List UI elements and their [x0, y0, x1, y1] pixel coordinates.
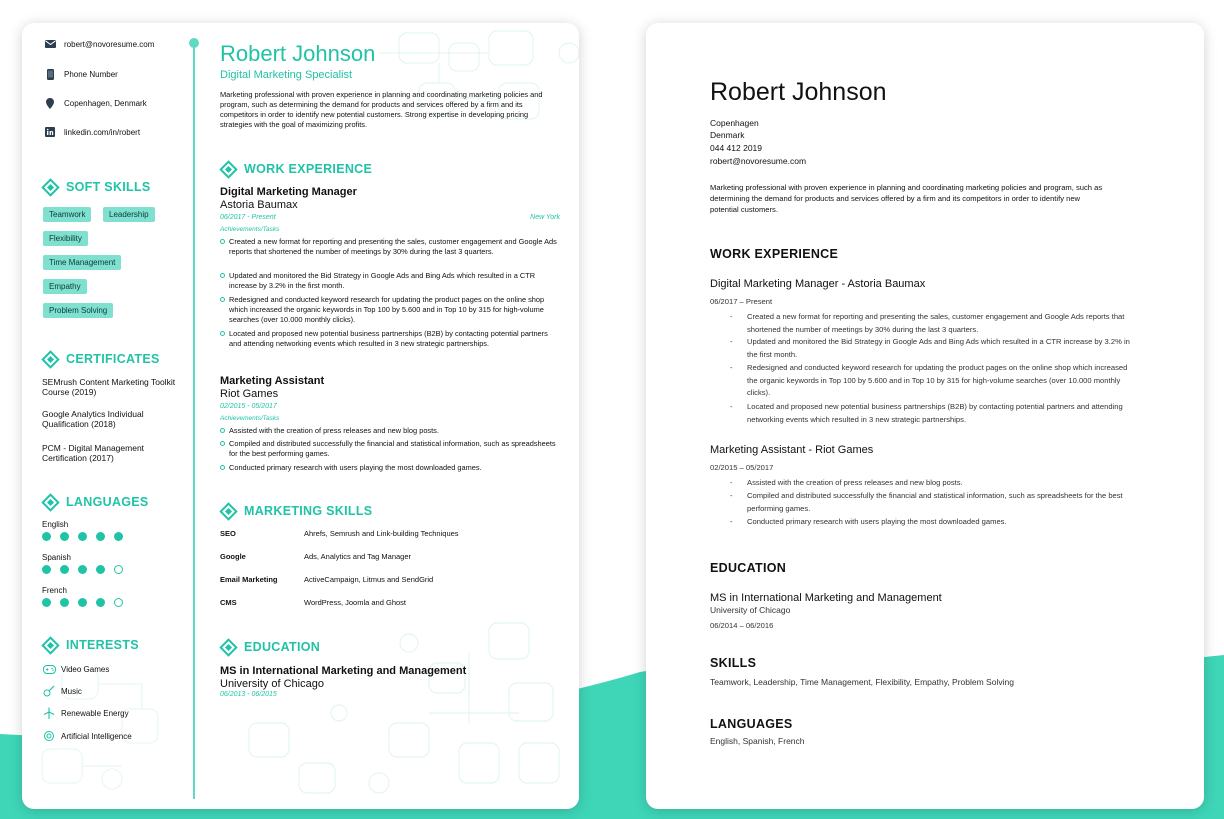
- level-dot-empty: [114, 565, 123, 574]
- achievements-label: Achievements/Tasks: [220, 415, 280, 422]
- language-level-dots: [42, 565, 132, 574]
- job-bullet: Compiled and distributed successfully the financial and statistical information, such as spreadsheets for the best performing games.: [220, 439, 560, 459]
- job-bullet: Conducted primary research with users playing the most downloaded games.: [220, 463, 560, 473]
- level-dot-filled: [42, 598, 51, 607]
- candidate-name: Robert Johnson: [710, 78, 887, 106]
- contact-phone: 044 412 2019: [710, 143, 762, 153]
- timeline-divider: [193, 39, 195, 799]
- location-pin-icon: [44, 97, 56, 109]
- education-date: 06/2014 – 06/2016: [710, 621, 774, 630]
- guitar-icon: [42, 685, 56, 697]
- interest-item: Artificial Intelligence: [42, 730, 132, 742]
- job-title: Marketing Assistant - Riot Games: [710, 444, 874, 456]
- job-bullet: Assisted with the creation of press releases and new blog posts.: [220, 426, 560, 436]
- job-date: 06/2017 – Present: [710, 297, 773, 306]
- contact-country: Denmark: [710, 130, 745, 140]
- education-degree: MS in International Marketing and Management: [710, 592, 942, 604]
- job-bullet: Created a new format for reporting and presenting the sales, customer engagement and Google Ads reports that shortened the number of meetings by 30% during the last 3 quarters.: [220, 237, 560, 257]
- interests-heading: INTERESTS: [42, 638, 139, 652]
- diamond-icon: [41, 493, 59, 511]
- dash-icon: -: [730, 491, 733, 500]
- ai-chip-icon: [42, 730, 56, 742]
- level-dot-filled: [114, 532, 123, 541]
- classic-resume-page: [646, 23, 1204, 809]
- language-level-dots: [42, 532, 132, 541]
- work-experience-heading: WORK EXPERIENCE: [220, 162, 372, 176]
- dash-icon: -: [730, 517, 733, 526]
- job-date: 02/2015 - 05/2017: [220, 403, 277, 410]
- level-dot-filled: [60, 565, 69, 574]
- language-name: French: [42, 586, 67, 595]
- language-level-dots: [42, 598, 132, 607]
- wind-turbine-icon: [42, 707, 56, 719]
- candidate-title: Digital Marketing Specialist: [220, 69, 353, 81]
- bullet-icon: [220, 273, 225, 278]
- marketing-skills-heading: MARKETING SKILLS: [220, 504, 372, 518]
- contact-location: Copenhagen, Denmark: [44, 97, 147, 109]
- bullet-icon: [220, 428, 225, 433]
- skill-tag: Flexibility: [43, 231, 88, 246]
- skill-tag: Leadership: [103, 207, 155, 222]
- dash-icon: -: [730, 402, 733, 411]
- job-company: Riot Games: [220, 388, 279, 400]
- diamond-icon: [219, 160, 237, 178]
- linkedin-icon: [44, 126, 56, 138]
- job-title: Marketing Assistant: [220, 375, 325, 387]
- marketing-skill-value: Ahrefs, Semrush and Link-building Techniques: [304, 529, 459, 538]
- achievements-label: Achievements/Tasks: [220, 226, 280, 233]
- job-title: Digital Marketing Manager: [220, 186, 357, 198]
- education-school: University of Chicago: [710, 605, 791, 615]
- dash-icon: -: [730, 312, 733, 321]
- level-dot-filled: [96, 565, 105, 574]
- bullet-icon: [220, 441, 225, 446]
- contact-city: Copenhagen: [710, 118, 759, 128]
- contact-phone[interactable]: Phone Number: [44, 68, 118, 80]
- level-dot-filled: [96, 532, 105, 541]
- certificate-item: SEMrush Content Marketing Toolkit Course (2019): [42, 377, 176, 397]
- diamond-icon: [219, 502, 237, 520]
- language-name: English: [42, 520, 69, 529]
- level-dot-filled: [78, 565, 87, 574]
- marketing-skill-value: Ads, Analytics and Tag Manager: [304, 552, 412, 561]
- job-title: Digital Marketing Manager - Astoria Baumax: [710, 278, 926, 290]
- job-bullet: - Located and proposed new potential business partnerships (B2B) by contacting potential partners and attending networking events which resulted in 3 new strategic partnerships.: [730, 401, 1130, 426]
- job-date: 02/2015 – 05/2017: [710, 463, 774, 472]
- languages-heading: LANGUAGES: [42, 495, 149, 509]
- bullet-icon: [220, 297, 225, 302]
- level-dot-filled: [60, 598, 69, 607]
- skills-heading: SKILLS: [710, 656, 757, 670]
- job-bullet: - Created a new format for reporting and presenting the sales, customer engagement and Google Ads reports that shortened the number of meetings by 30% during the last 3 quarters.: [730, 311, 1130, 336]
- summary-text: Marketing professional with proven experience in planning and coordinating marketing policies and program, such as determining the demand for products and services offered by a firm and its competitors in order to identify new potential customers.: [710, 183, 1103, 214]
- soft-skills-heading: SOFT SKILLS: [42, 180, 151, 194]
- level-dot-filled: [42, 565, 51, 574]
- job-location: New York: [530, 214, 560, 221]
- bullet-icon: [220, 465, 225, 470]
- education-school: University of Chicago: [220, 678, 324, 690]
- gamepad-icon: [42, 663, 56, 675]
- level-dot-filled: [78, 598, 87, 607]
- education-heading: EDUCATION: [710, 561, 787, 575]
- phone-icon: [44, 68, 56, 80]
- sidebar: [22, 23, 192, 809]
- languages-list: English, Spanish, French: [710, 736, 805, 746]
- level-dot-filled: [42, 532, 51, 541]
- level-dot-empty: [114, 598, 123, 607]
- diamond-icon: [41, 350, 59, 368]
- marketing-skill-value: ActiveCampaign, Litmus and SendGrid: [304, 575, 434, 584]
- job-date: 06/2017 - Present: [220, 214, 276, 221]
- dash-icon: -: [730, 363, 733, 372]
- education-heading: EDUCATION: [220, 640, 320, 654]
- skill-tag: Empathy: [43, 279, 87, 294]
- job-bullet: - Updated and monitored the Bid Strategy in Google Ads and Bing Ads which resulted in a CTR increase by 3.2% in the first month.: [730, 336, 1130, 361]
- certificates-heading: CERTIFICATES: [42, 352, 160, 366]
- envelope-icon: [44, 38, 56, 50]
- job-bullet: - Conducted primary research with users playing the most downloaded games.: [730, 516, 1130, 529]
- marketing-skill-key: Email Marketing: [220, 575, 278, 584]
- skill-tag: Teamwork: [43, 207, 91, 222]
- level-dot-filled: [78, 532, 87, 541]
- job-bullet: - Compiled and distributed successfully the financial and statistical information, such as spreadsheets for the best performing games.: [730, 490, 1130, 515]
- job-bullet: Redesigned and conducted keyword research for updating the product pages on the online shop which increased the organic keywords in Top 100 by 5.600 and in Top 10 by 315 for high-volume searches (over 10.000 monthly clicks).: [220, 295, 560, 325]
- contact-email[interactable]: robert@novoresume.com: [44, 38, 154, 50]
- skill-tag: Problem Solving: [43, 303, 113, 318]
- dash-icon: -: [730, 337, 733, 346]
- skills-list: Teamwork, Leadership, Time Management, Flexibility, Empathy, Problem Solving: [710, 677, 1014, 687]
- bullet-icon: [220, 239, 225, 244]
- certificate-item: Google Analytics Individual Qualification (2018): [42, 409, 144, 429]
- education-degree: MS in International Marketing and Management: [220, 665, 467, 677]
- interest-item: Renewable Energy: [42, 707, 129, 719]
- work-experience-heading: WORK EXPERIENCE: [710, 247, 839, 261]
- marketing-skill-key: CMS: [220, 598, 237, 607]
- candidate-name: Robert Johnson: [220, 41, 376, 66]
- diamond-icon: [219, 638, 237, 656]
- level-dot-filled: [96, 598, 105, 607]
- marketing-skill-key: Google: [220, 552, 246, 561]
- interest-item: Video Games: [42, 663, 109, 675]
- job-bullet: Located and proposed new potential business partnerships (B2B) by contacting potential partners and attending networking events which resulted in 3 new strategic partnerships.: [220, 329, 560, 349]
- skill-tag: Time Management: [43, 255, 121, 270]
- main-column: [220, 23, 560, 809]
- languages-heading: LANGUAGES: [710, 717, 793, 731]
- certificate-item: PCM - Digital Management Certification (2017): [42, 443, 145, 463]
- modern-resume-page: [22, 23, 579, 809]
- bullet-icon: [220, 331, 225, 336]
- job-company: Astoria Baumax: [220, 199, 298, 211]
- diamond-icon: [41, 178, 59, 196]
- interest-item: Music: [42, 685, 82, 697]
- level-dot-filled: [60, 532, 69, 541]
- marketing-skill-key: SEO: [220, 529, 236, 538]
- contact-linkedin[interactable]: linkedin.com/in/robert: [44, 126, 140, 138]
- job-bullet: - Redesigned and conducted keyword research for updating the product pages on the online shop which increased the organic keywords in Top 100 by 5.600 and in Top 10 by 315 for high-volume searches (over 10.000 monthly clicks).: [730, 362, 1130, 400]
- marketing-skill-value: WordPress, Joomla and Ghost: [304, 598, 406, 607]
- job-bullet: - Assisted with the creation of press releases and new blog posts.: [730, 477, 1130, 490]
- contact-email: robert@novoresume.com: [710, 156, 807, 166]
- diamond-icon: [41, 636, 59, 654]
- summary-text: Marketing professional with proven experience in planning and coordinating marketing policies and program, such as determining the demand for products and services offered by a firm and its competitors in order to identify new potential customers. Strong expertise in developing pricing strategies with the goal of maximizing profits.: [220, 90, 543, 129]
- education-date: 06/2013 - 06/2015: [220, 691, 277, 698]
- language-name: Spanish: [42, 553, 71, 562]
- dash-icon: -: [730, 478, 733, 487]
- job-bullet: Updated and monitored the Bid Strategy in Google Ads and Bing Ads which resulted in a CTR increase by 3.2% in the first month.: [220, 271, 560, 291]
